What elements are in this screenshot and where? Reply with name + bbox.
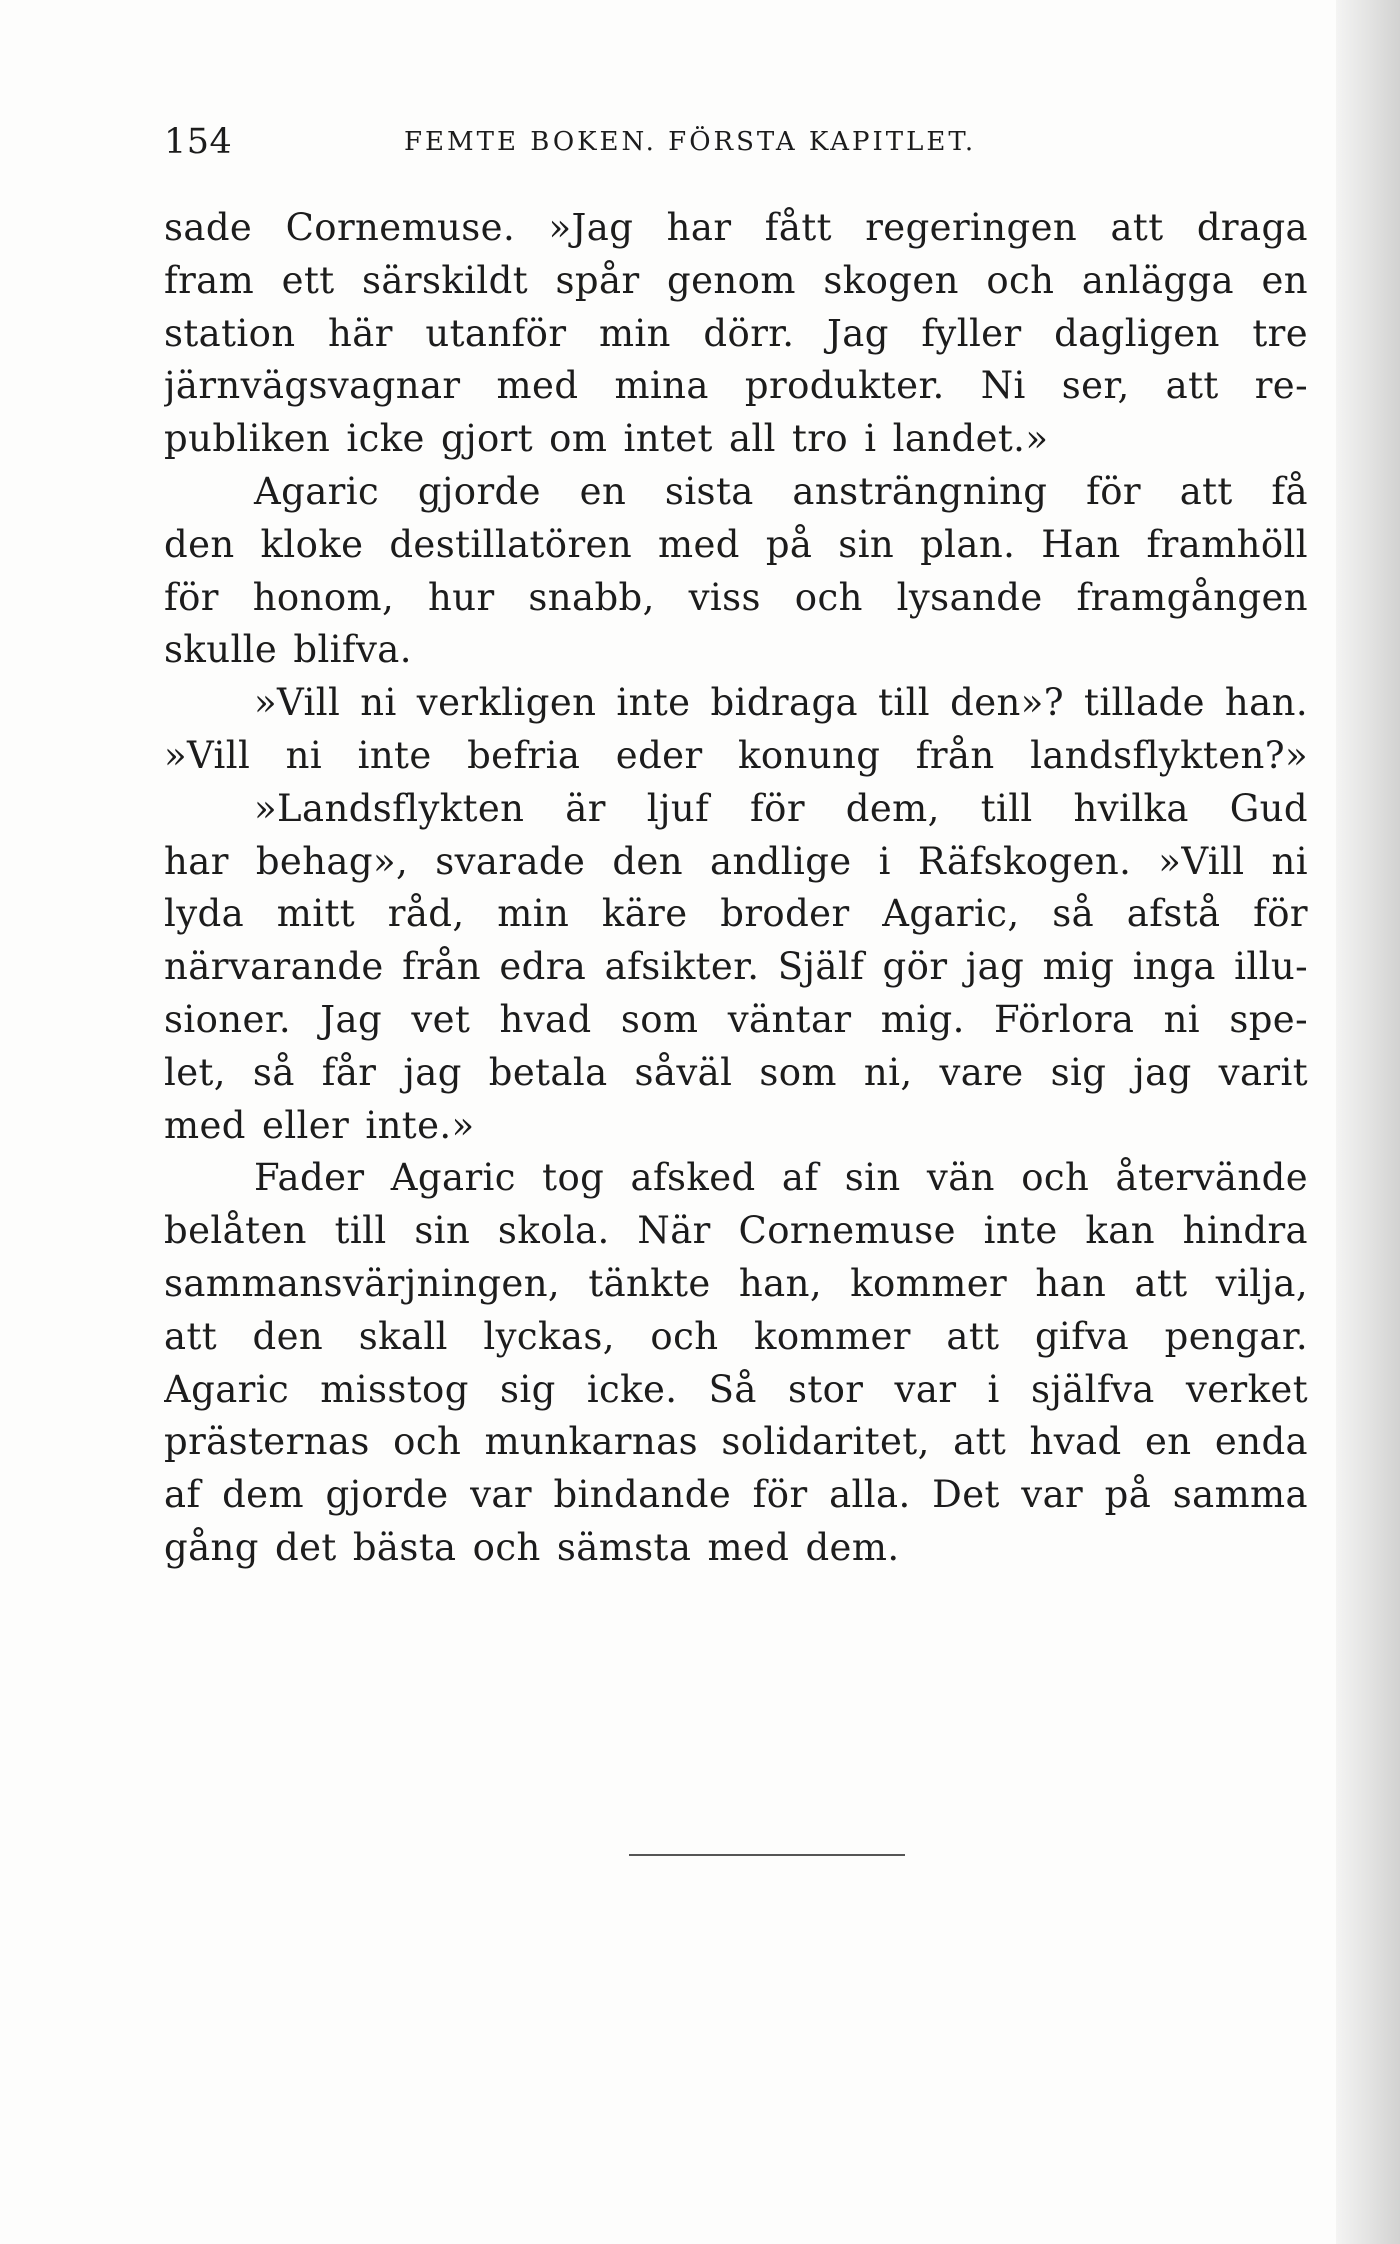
text-line: den kloke destillatören med på sin plan. Han framhöll: [164, 522, 1308, 566]
body-text: [164, 202, 1308, 1575]
text-line: af dem gjorde var bindande för alla. Det var på samma: [164, 1473, 1308, 1517]
running-head: FEMTE BOKEN. FÖRSTA KAPITLET.: [404, 127, 977, 157]
text-line: närvarande från edra afsikter. Själf gör jag mig inga illu-: [164, 945, 1308, 989]
text-line: sammansvärjningen, tänkte han, kommer han att vilja,: [164, 1261, 1308, 1305]
text-line: »Vill ni inte befria eder konung från landsflykten?»: [164, 733, 1308, 777]
text-line: belåten till sin skola. När Cornemuse inte kan hindra: [164, 1209, 1308, 1253]
page-edge-shadow: [1336, 0, 1400, 2244]
page-header: [164, 112, 1324, 172]
text-line: let, så får jag betala såväl som ni, vare sig jag varit: [164, 1050, 1308, 1094]
text-line: har behag», svarade den andlige i Räfskogen. »Vill ni: [164, 839, 1308, 883]
text-line: skulle blifva.: [164, 628, 412, 672]
text-line: sade Cornemuse. »Jag har fått regeringen att draga: [164, 206, 1308, 249]
text-line: Agaric gjorde en sista ansträngning för att få: [254, 469, 1308, 513]
text-line: »Landsflykten är ljuf för dem, till hvilka Gud: [254, 786, 1308, 830]
text-line: prästernas och munkarnas solidaritet, att hvad en enda: [164, 1420, 1308, 1464]
text-line: station här utanför min dörr. Jag fyller dagligen tre: [164, 311, 1308, 355]
text-line: att den skall lyckas, och kommer att gifva pengar.: [164, 1314, 1308, 1358]
text-line: Agaric misstog sig icke. Så stor var i själfva verket: [164, 1367, 1308, 1411]
text-line: publiken icke gjort om intet all tro i landet.»: [164, 417, 1049, 461]
text-line: Fader Agaric tog afsked af sin vän och återvände: [254, 1156, 1308, 1200]
text-line: lyda mitt råd, min käre broder Agaric, så afstå för: [164, 892, 1308, 936]
text-line: järnvägsvagnar med mina produkter. Ni ser, att re-: [164, 364, 1308, 408]
text-line: sioner. Jag vet hvad som väntar mig. Förlora ni spe-: [164, 997, 1308, 1041]
text-line: gång det bästa och sämsta med dem.: [164, 1525, 900, 1569]
text-line: för honom, hur snabb, viss och lysande framgången: [164, 575, 1308, 619]
section-rule: [629, 1854, 905, 1856]
page-number: 154: [164, 122, 233, 162]
text-line: fram ett särskildt spår genom skogen och anlägga en: [164, 258, 1308, 302]
text-line: med eller inte.»: [164, 1103, 475, 1147]
text-line: »Vill ni verkligen inte bidraga till den»? tillade han.: [254, 681, 1308, 725]
